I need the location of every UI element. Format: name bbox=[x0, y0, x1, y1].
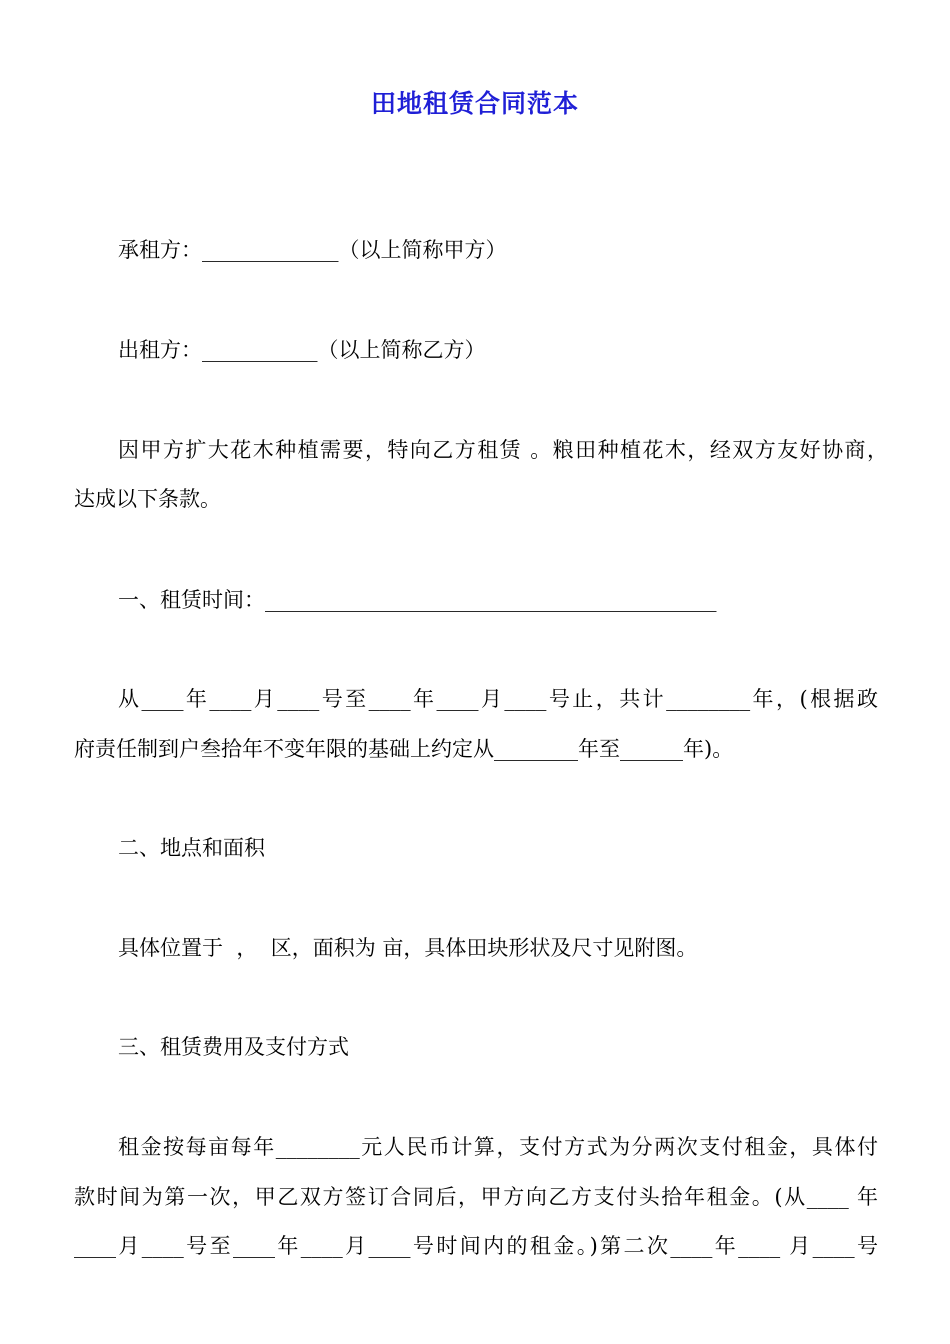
lessor-line: 出租方：___________（以上简称乙方） bbox=[118, 338, 486, 362]
term-line-2: 府责任制到户叁拾年不变年限的基础上约定从________年至______年)。 bbox=[74, 737, 734, 761]
rent-line-3: ____月____号至____年____月____号时间内的租金。)第二次____年____ 月____号 bbox=[74, 1234, 878, 1258]
lessee-line: 承租方：_____________（以上简称甲方） bbox=[118, 238, 507, 262]
section-2-heading: 二、地点和面积 bbox=[118, 836, 265, 860]
rent-line-1: 租金按每亩每年________元人民币计算，支付方式为分两次支付租金，具体付 bbox=[118, 1135, 878, 1159]
document-title: 田地租赁合同范本 bbox=[370, 89, 579, 118]
purpose-line-1: 因甲方扩大花木种植需要，特向乙方租赁 。粮田种植花木，经双方友好协商， bbox=[118, 438, 888, 462]
purpose-line-2: 达成以下条款。 bbox=[74, 487, 221, 511]
location-line: 具体位置于 ， 区，面积为 亩，具体田块形状及尺寸见附图。 bbox=[118, 936, 698, 960]
rent-line-2: 款时间为第一次，甲乙双方签订合同后，甲方向乙方支付头拾年租金。(从____ 年 bbox=[74, 1185, 878, 1209]
term-line-1: 从____年____月____号至____年____月____号止，共计________年，(根据政 bbox=[118, 687, 878, 711]
section-3-heading: 三、租赁费用及支付方式 bbox=[118, 1035, 349, 1059]
section-1-heading: 一、租赁时间：___________________________________________ bbox=[118, 588, 717, 612]
